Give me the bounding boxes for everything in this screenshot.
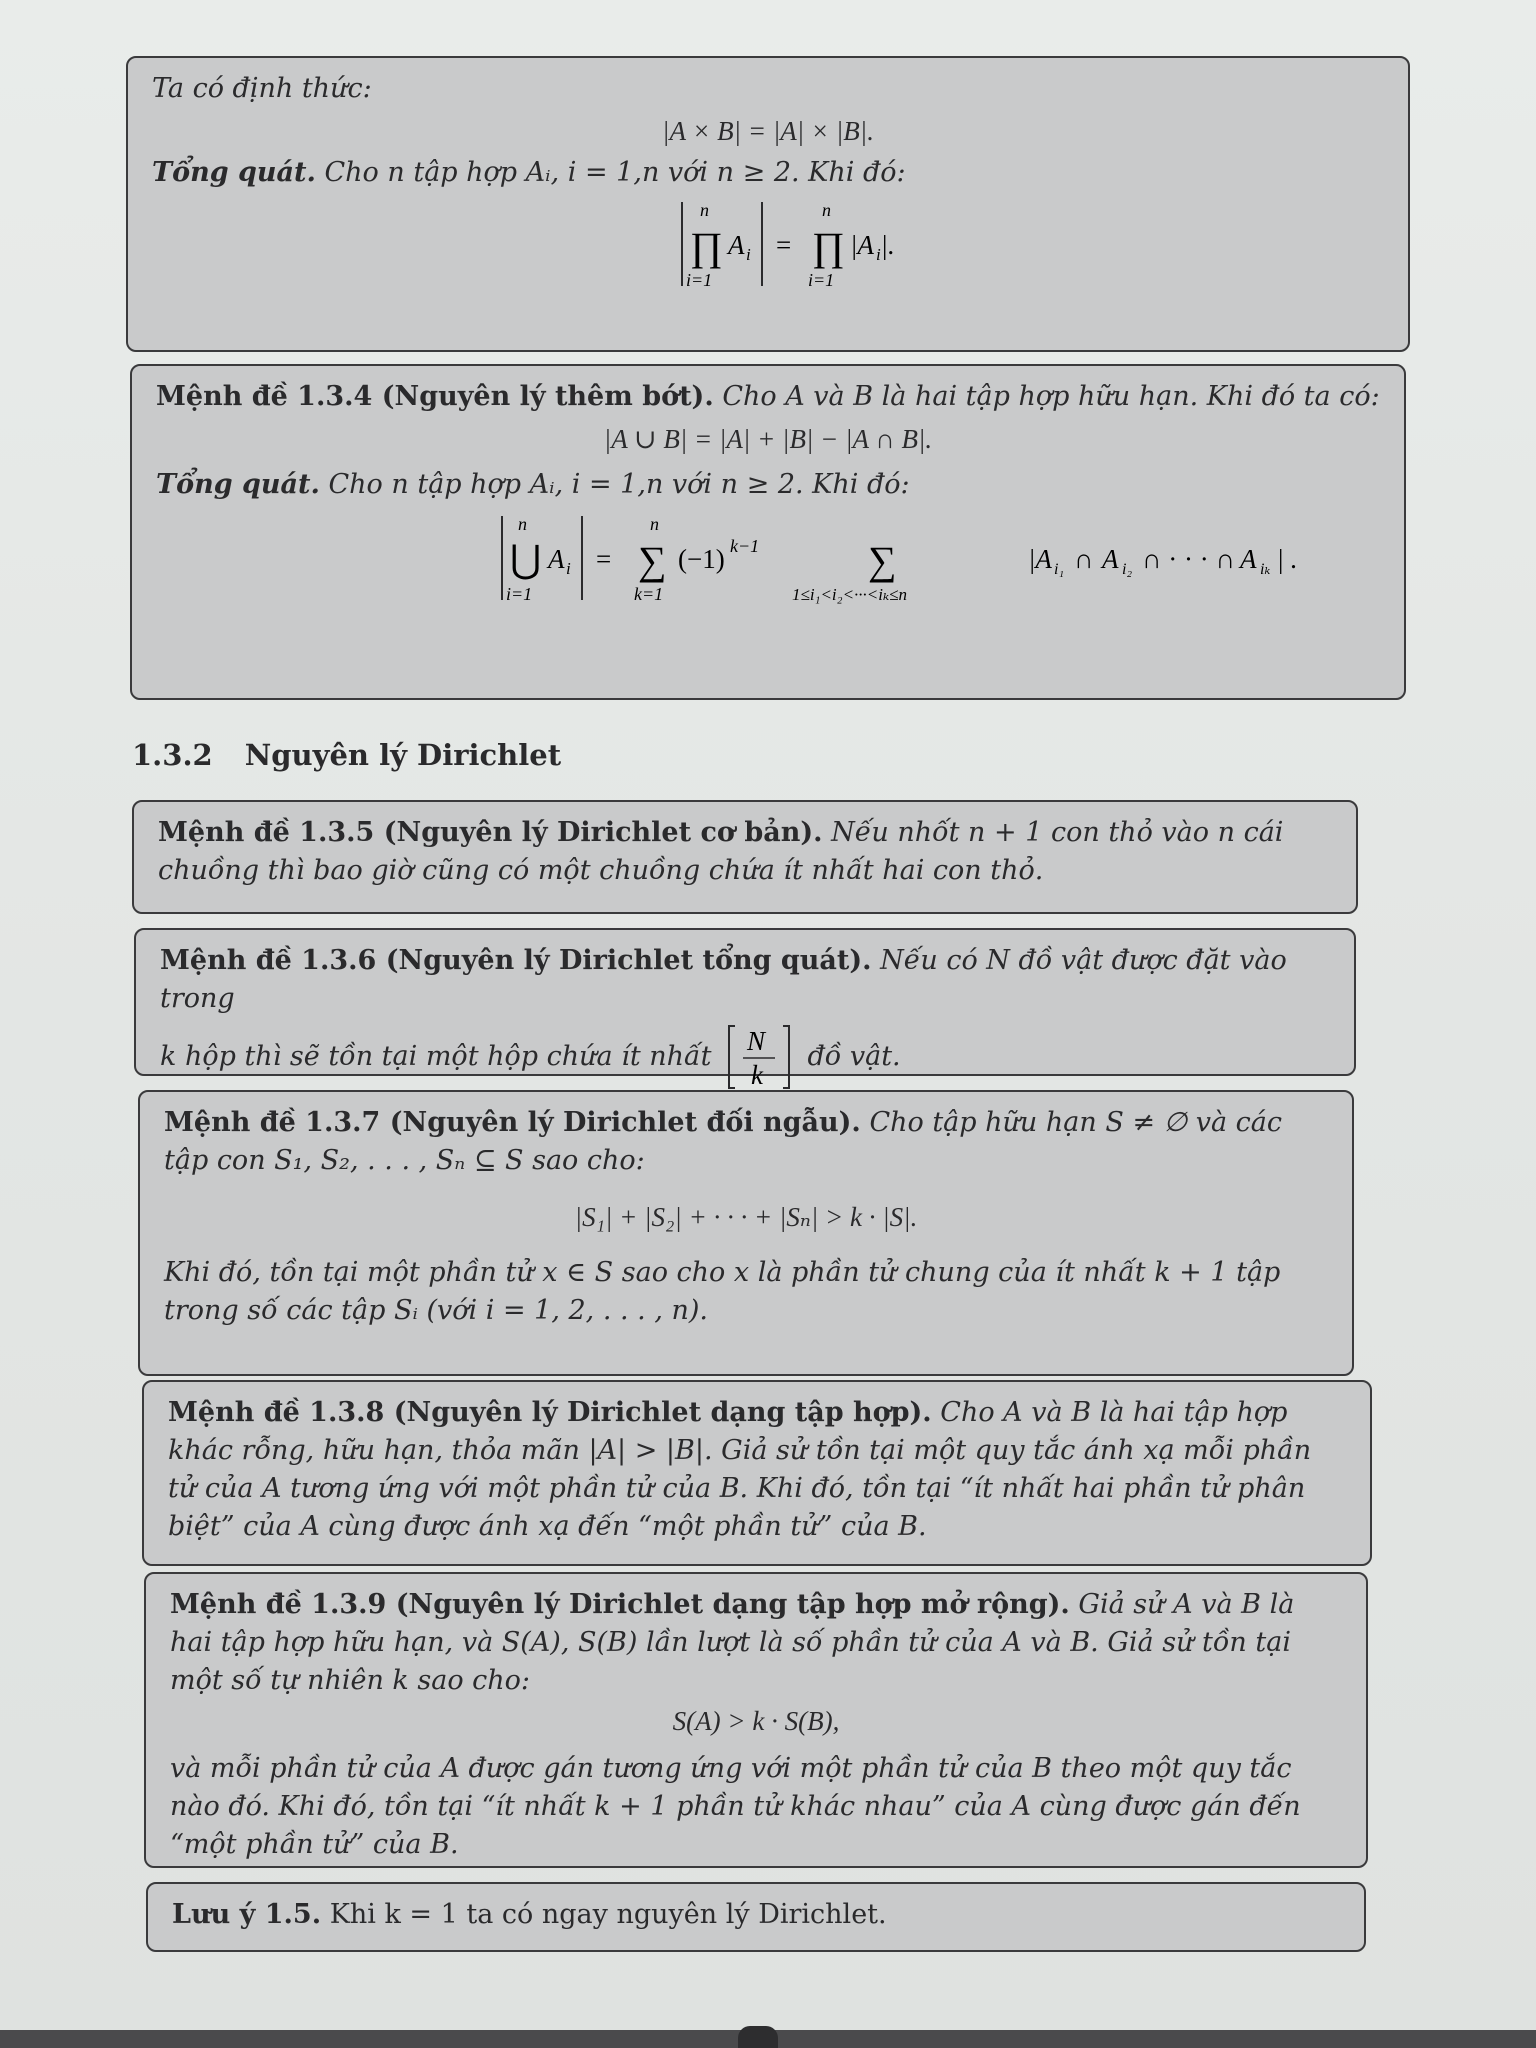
theorem-title: Mệnh đề 1.3.9 (Nguyên lý Dirichlet dạng tập hợp mở rộng). — [170, 1589, 1070, 1620]
theorem-text-line2-row — [160, 1022, 1330, 1092]
note-text: Khi k = 1 ta có ngay nguyên lý Dirichlet. — [329, 1899, 887, 1930]
svg-text:∏: ∏ — [812, 224, 845, 269]
general-label: Tổng quát. — [156, 469, 320, 500]
theorem-statement — [158, 814, 1332, 890]
svg-text:N: N — [747, 1026, 766, 1056]
svg-text:n: n — [822, 200, 831, 220]
svg-text:i=1: i=1 — [506, 584, 533, 604]
theorem-box-1-3-8 — [142, 1380, 1372, 1566]
svg-text:∩: ∩ — [1074, 544, 1094, 574]
theorem-box-1-3-4 — [130, 364, 1406, 700]
equation-product: |A × B| = |A| × |B|. — [662, 116, 874, 146]
svg-text:∏: ∏ — [690, 224, 723, 269]
theorem-title: Mệnh đề 1.3.5 (Nguyên lý Dirichlet cơ bản). — [158, 817, 823, 848]
page-number-tab — [738, 2026, 778, 2048]
general-statement — [156, 466, 1380, 504]
section-heading — [132, 738, 561, 772]
svg-text:i: i — [876, 245, 881, 264]
theorem-text-line2: k hộp thì sẽ tồn tại một hộp chứa ít nhất — [160, 1041, 712, 1072]
theorem-statement — [156, 378, 1380, 416]
theorem-text: Cho tập hữu hạn S ≠ ∅ và các tập con S₁, S₂, . . . , Sₙ ⊆ S sao cho: — [164, 1107, 1283, 1176]
theorem-text: Nếu nhốt n + 1 con thỏ vào n cái chuồng thì bao giờ cũng có một chuồng chứa ít nhất hai con thỏ. — [158, 817, 1284, 886]
svg-text:n: n — [700, 200, 709, 220]
svg-text:|A: |A — [850, 230, 874, 260]
svg-text:|.: |. — [882, 230, 895, 260]
equation-inclusion-exclusion: |A ∪ B| = |A| + |B| − |A ∩ B|. — [603, 424, 933, 454]
theorem-text-line1: Nếu có N đồ vật được đặt vào trong — [160, 945, 1287, 1014]
theorem-conclusion: và mỗi phần tử của A được gán tương ứng với một phần tử của B theo một quy tắc nào đó. Khi đó, tồn tại “ít nhất k + 1 phần tử khác nhau” của A cùng được gán đến “một phần tử” của B. — [170, 1753, 1301, 1860]
svg-text:∑: ∑ — [638, 538, 667, 583]
equation-extended: S(A) > k · S(B), — [672, 1706, 840, 1736]
svg-text:i: i — [746, 245, 751, 264]
svg-text:| .: | . — [1278, 544, 1297, 574]
theorem-text: Cho A và B là hai tập hợp hữu hạn. Khi đó ta có: — [722, 381, 1380, 412]
floor-fraction-n-over-k — [723, 1022, 795, 1092]
theorem-conclusion: Khi đó, tồn tại một phần tử x ∈ S sao cho x là phần tử chung của ít nhất k + 1 tập trong số các tập Sᵢ (với i = 1, 2, . . . , n). — [164, 1257, 1281, 1326]
svg-text:=: = — [776, 230, 792, 260]
svg-text:n: n — [650, 514, 659, 534]
svg-text:k=1: k=1 — [634, 584, 664, 604]
theorem-title: Mệnh đề 1.3.8 (Nguyên lý Dirichlet dạng tập hợp). — [168, 1397, 932, 1428]
theorem-text: Cho A và B là hai tập hợp khác rỗng, hữu hạn, thỏa mãn |A| > |B|. Giả sử tồn tại một quy tắc ánh xạ mỗi phần tử của A tương ứng với một phần tử của B. Khi đó, tồn tại “ít nhất hai phần tử phân biệt” của A cùng được ánh xạ đến “một phần tử” của B. — [168, 1397, 1312, 1542]
general-text: Cho n tập hợp Aᵢ, i = 1,n với n ≥ 2. Khi đó: — [324, 157, 906, 188]
svg-text:k−1: k−1 — [730, 536, 760, 556]
section-number: 1.3.2 — [132, 738, 213, 772]
svg-text:=: = — [596, 544, 612, 574]
intro-text: Ta có định thức: — [152, 73, 372, 104]
theorem-text: Giả sử A và B là hai tập hợp hữu hạn, và S(A), S(B) lần lượt là số phần tử của A và B. Giả sử tồn tại một số tự nhiên k sao cho: — [170, 1589, 1295, 1696]
svg-text:A: A — [1240, 544, 1257, 574]
theorem-text-end: đồ vật. — [807, 1041, 901, 1072]
svg-text:iₖ: iₖ — [1260, 561, 1271, 578]
general-text: Cho n tập hợp Aᵢ, i = 1,n với n ≥ 2. Khi đó: — [328, 469, 910, 500]
theorem-box-1-3-5 — [132, 800, 1358, 914]
theorem-box-1-3-7 — [138, 1090, 1354, 1376]
svg-text:(−1): (−1) — [678, 544, 725, 574]
section-title: Nguyên lý Dirichlet — [244, 738, 562, 772]
theorem-title: Mệnh đề 1.3.7 (Nguyên lý Dirichlet đối ngẫu). — [164, 1107, 861, 1138]
general-statement — [152, 154, 1384, 192]
theorem-box-1-3-9 — [144, 1572, 1368, 1868]
svg-text:n: n — [518, 514, 527, 534]
svg-text:|A: |A — [1028, 544, 1052, 574]
theorem-statement — [164, 1104, 1328, 1180]
note-title: Lưu ý 1.5. — [172, 1899, 322, 1930]
theorem-statement — [160, 942, 1330, 1018]
svg-text:A: A — [728, 230, 745, 260]
equation-dual: |S₁| + |S₂| + · · · + |Sₙ| > k · |S|. — [574, 1202, 918, 1232]
theorem-box-1-3-6 — [134, 928, 1356, 1090]
svg-text:i₁: i₁ — [1054, 561, 1065, 578]
equation-product-general — [152, 194, 1388, 294]
svg-text:i=1: i=1 — [808, 270, 835, 290]
theorem-statement — [170, 1586, 1342, 1700]
theorem-title: Mệnh đề 1.3.6 (Nguyên lý Dirichlet tổng quát). — [160, 945, 872, 976]
svg-text:i: i — [566, 559, 571, 578]
svg-text:A: A — [548, 544, 565, 574]
svg-text:∩ · · · ∩: ∩ · · · ∩ — [1142, 544, 1235, 574]
svg-text:i₂: i₂ — [1122, 561, 1133, 578]
theorem-title: Mệnh đề 1.3.4 (Nguyên lý thêm bớt). — [156, 381, 714, 412]
svg-text:A: A — [1102, 544, 1119, 574]
general-label: Tổng quát. — [152, 157, 316, 188]
note-statement — [172, 1896, 1340, 1934]
svg-text:⋃: ⋃ — [510, 539, 542, 581]
theorem-statement — [168, 1394, 1346, 1546]
theorem-box-product-rule — [126, 56, 1410, 352]
svg-text:i=1: i=1 — [686, 270, 713, 290]
note-box-1-5 — [146, 1882, 1366, 1952]
svg-text:1≤i₁<i₂<···<iₖ≤n: 1≤i₁<i₂<···<iₖ≤n — [792, 585, 908, 604]
svg-text:∑: ∑ — [868, 538, 897, 583]
svg-text:k: k — [751, 1060, 764, 1090]
equation-inclusion-exclusion-general — [156, 508, 1384, 608]
